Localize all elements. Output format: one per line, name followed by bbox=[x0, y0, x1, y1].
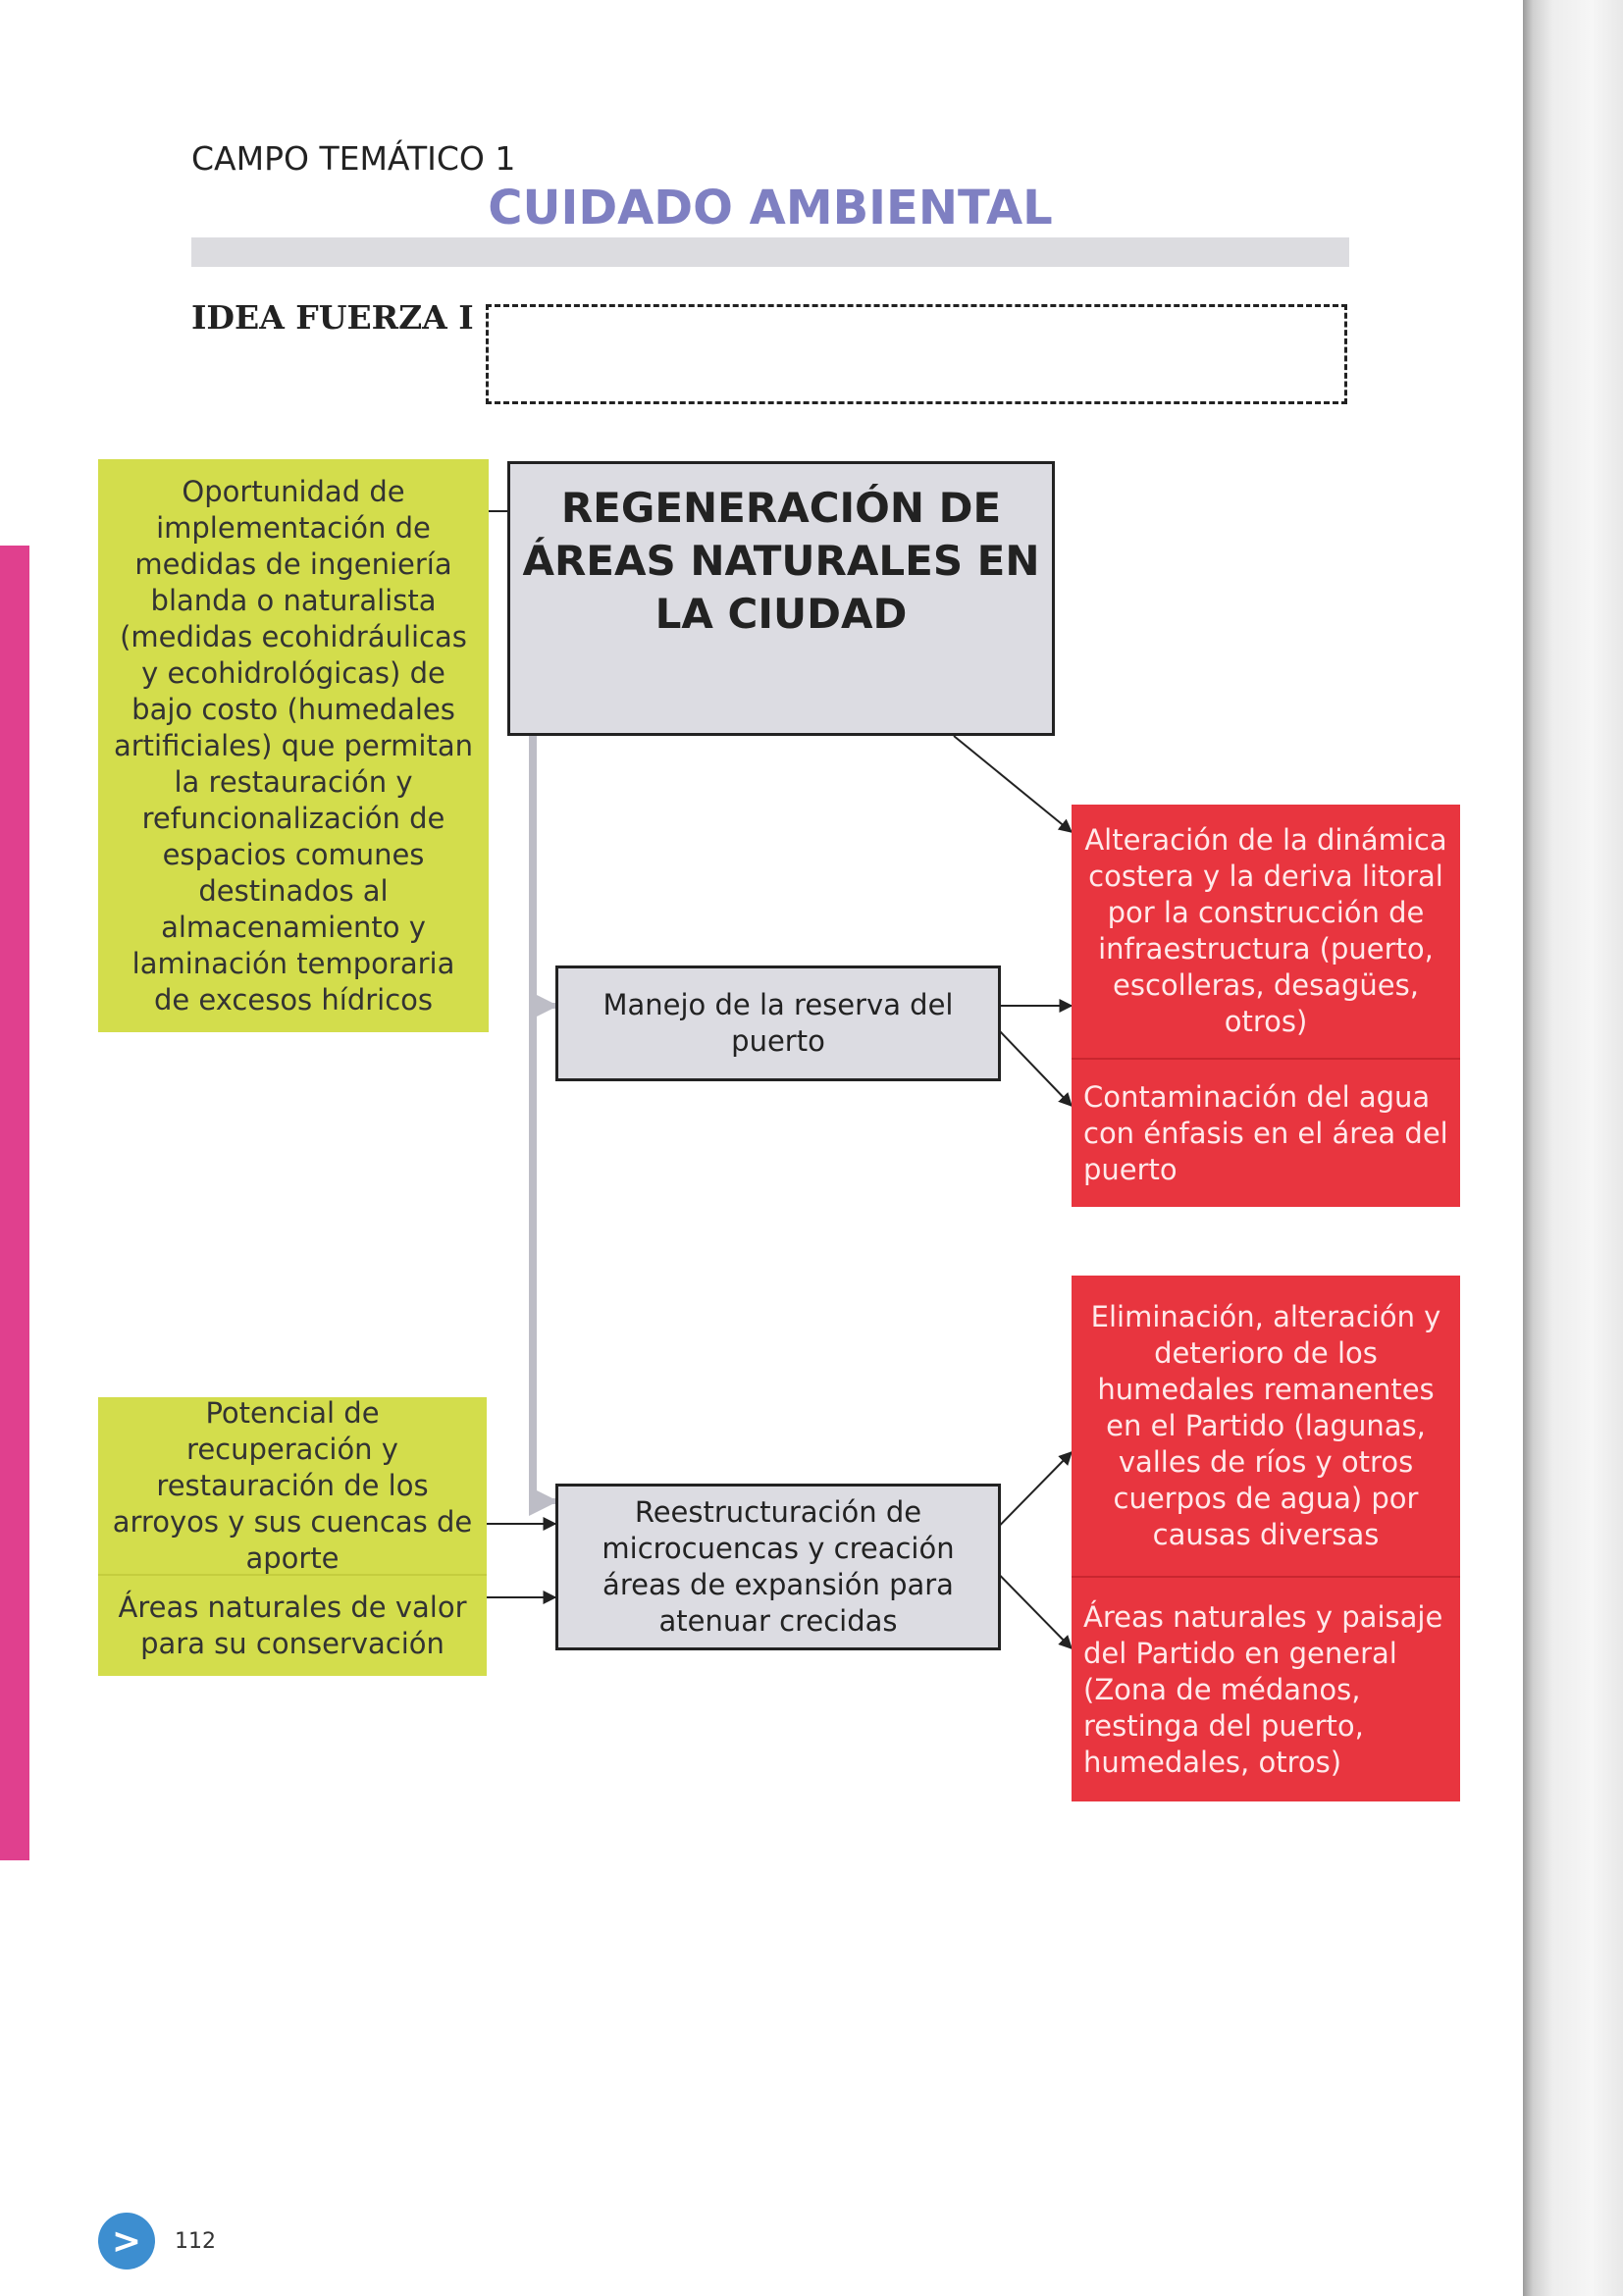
mid-box-microcuencas: Reestructuración de microcuencas y creación áreas de expansión para atenuar crecidas bbox=[555, 1484, 1001, 1650]
page-number: 112 bbox=[175, 2229, 216, 2254]
red-box-areas-paisaje: Áreas naturales y paisaje del Partido en general (Zona de médanos, restinga del puerto, humedales, otros) bbox=[1072, 1576, 1460, 1801]
campo-tematico-label: CAMPO TEMÁTICO 1 bbox=[191, 139, 516, 178]
red-box-dinamica-costera: Alteración de la dinámica costera y la deriva litoral por la construcción de infraestructura (puerto, escolleras, desagües, otros) bbox=[1072, 805, 1460, 1058]
main-topic-box: REGENERACIÓN DE ÁREAS NATURALES EN LA CIUDAD bbox=[507, 461, 1055, 736]
arrow-main-to-right-1 bbox=[954, 736, 1072, 832]
next-arrow-icon: > bbox=[98, 2213, 155, 2270]
red-box-contaminacion-agua: Contaminación del agua con énfasis en el área del puerto bbox=[1072, 1058, 1460, 1207]
green-box-ingenieria-blanda: Oportunidad de implementación de medidas de ingeniería blanda o naturalista (medidas ecohidráulicas y ecohidrológicas) de bajo costo (humedales artificiales) que permitan la restauración y refuncionalización de espacios comunes destinados al almacenamiento y laminación temporaria de excesos hídricos bbox=[98, 459, 489, 1032]
red-box-humedales: Eliminación, alteración y deterioro de los humedales remanentes en el Partido (lagunas, valles de ríos y otros cuerpos de agua) por causas diversas bbox=[1072, 1276, 1460, 1576]
green-box-areas-naturales: Áreas naturales de valor para su conservación bbox=[98, 1574, 487, 1676]
page-title: CUIDADO AMBIENTAL bbox=[488, 181, 1053, 235]
idea-fuerza-label: IDEA FUERZA I bbox=[191, 298, 474, 337]
green-box-arroyos: Potencial de recuperación y restauración de los arroyos y sus cuencas de aporte bbox=[98, 1397, 487, 1574]
mid-box-reserva-puerto: Manejo de la reserva del puerto bbox=[555, 965, 1001, 1081]
